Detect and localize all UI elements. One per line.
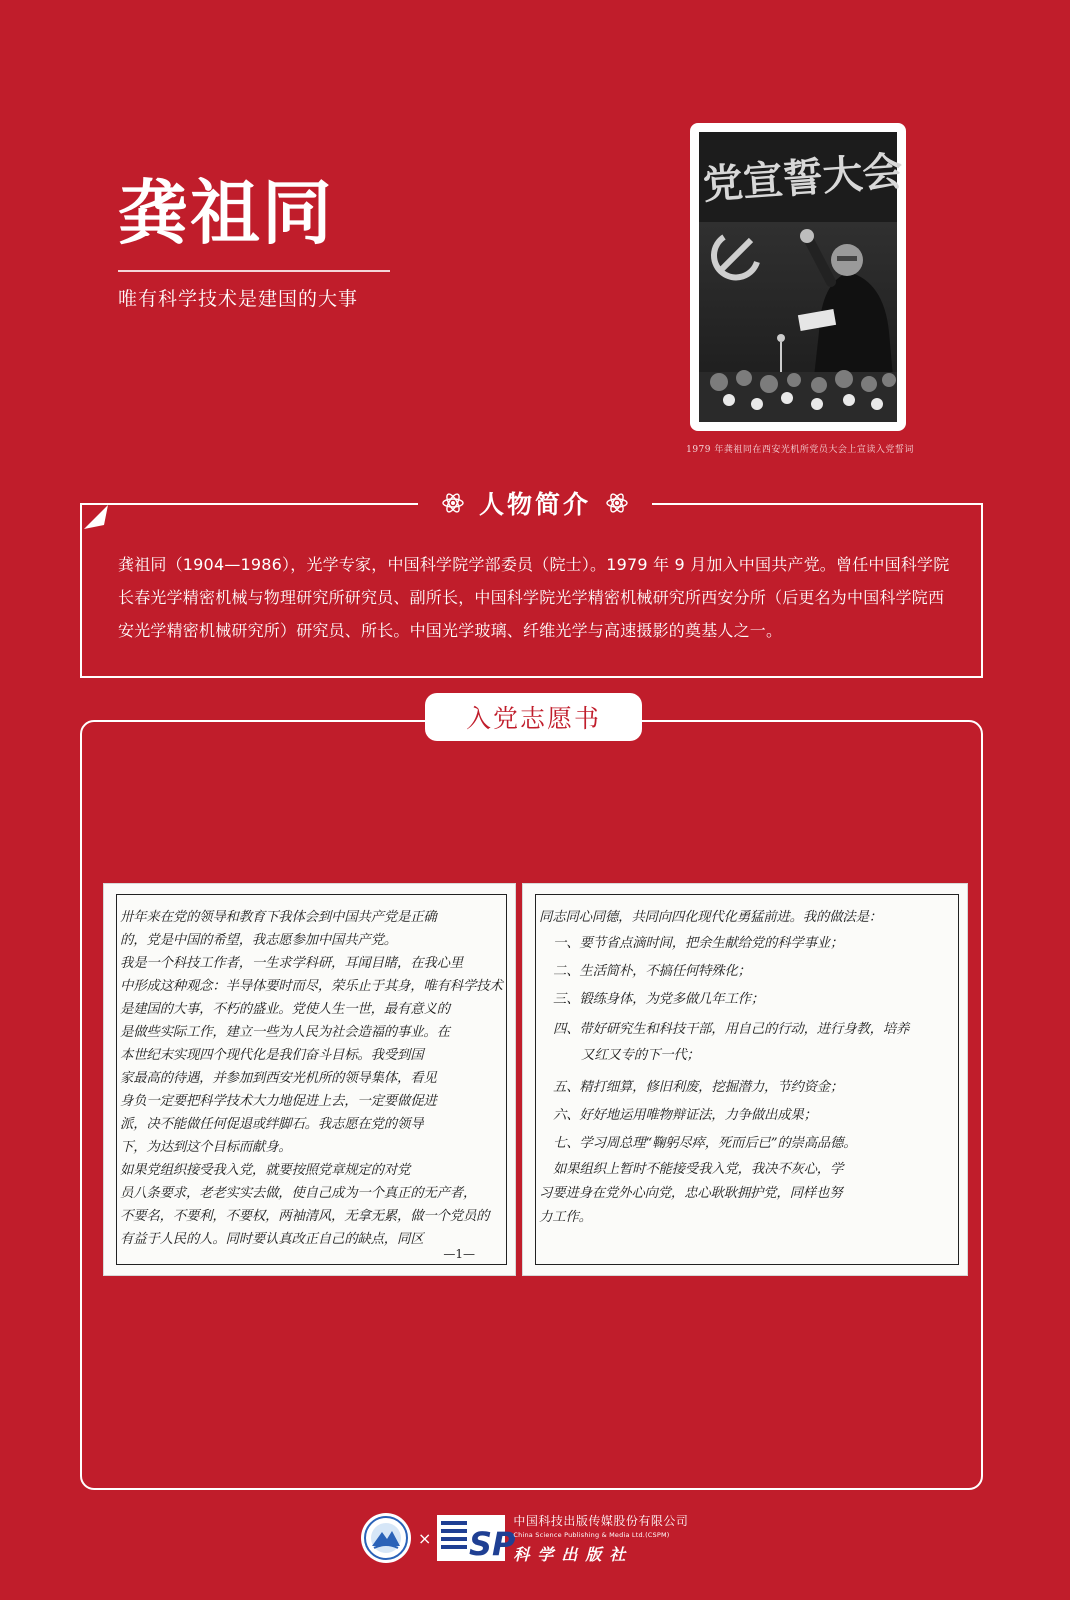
motto: 唯有科学技术是建国的大事 (118, 288, 359, 310)
manuscript-line: 一、要节省点滴时间，把余生献给党的科学事业； (553, 936, 844, 951)
manuscript-line: 同志同心同德，共同向四化现代化勇猛前进。我的做法是： (539, 910, 882, 925)
manuscript-line: 家最高的待遇，并参加到西安光机所的领导集体，看见 (120, 1071, 437, 1086)
photo-caption: 1979 年龚祖同在西安光机所党员大会上宣读入党誓词 (686, 445, 914, 455)
manuscript-line: 如果党组织接受我入党，就要按照党章规定的对党 (120, 1163, 411, 1178)
footer-logos (360, 1508, 688, 1568)
manuscript-line: 力工作。 (539, 1210, 592, 1225)
manuscript-line: 卅年来在党的领导和教育下我体会到中国共产党是正确 (120, 910, 437, 925)
manuscript-line: 不要名，不要利，不要权，两袖清风，无拿无累，做一个党员的 (120, 1209, 490, 1224)
times-sign: × (418, 1528, 432, 1548)
title-divider (118, 270, 390, 272)
publisher-brand: 科学出版社 (513, 1544, 634, 1564)
manuscript-page-2 (522, 883, 968, 1276)
manuscript-page-1 (103, 883, 516, 1276)
society-logo-icon (360, 1512, 412, 1564)
cspm-mark-text: SP (469, 1525, 516, 1563)
atom-icon (441, 491, 465, 515)
atom-icon (605, 491, 629, 515)
manuscript-line: 二、生活简朴，不搞任何特殊化； (553, 964, 751, 979)
manuscript-line: 习要进身在党外心向党，忠心耿耿拥护党，同样也努 (539, 1186, 843, 1201)
publisher-name-en: China Science Publishing & Media Ltd.(CSPM) (513, 1530, 670, 1539)
manuscript-line: 如果组织上暂时不能接受我入党，我决不灰心，学 (553, 1162, 844, 1177)
manuscript-line: 下，为达到这个目标而献身。 (120, 1140, 292, 1155)
banner-text: 党宣誓大会 (701, 147, 905, 209)
manuscript-line: 本世纪末实现四个现代化是我们奋斗目标。我受到国 (120, 1048, 424, 1063)
manuscript-line: 七、学习周总理“鞠躬尽瘁，死而后已”的崇高品德。 (553, 1136, 857, 1151)
manuscript-line: 身负一定要把科学技术大力地促进上去，一定要做促进 (120, 1094, 437, 1109)
manuscript-line: 又红又专的下一代； (581, 1048, 700, 1063)
manuscript-line: 四、带好研究生和科技干部，用自己的行动，进行身教，培养 (553, 1022, 910, 1037)
corner-fold-icon (84, 505, 110, 531)
profile-text: 龚祖同（1904—1986），光学专家，中国科学院学部委员（院士）。1979 年 9 月加入中国共产党。曾任中国科学院长春光学精密机械与物理研究所研究员、副所长，中国科学院光学精密机械研究所西安分所（后更名为中国科学院西安光学精密机械研究所）研究员、所长。中国光学玻璃、纤维光学与高速摄影的奠基人之一。 (118, 555, 950, 640)
manuscript-line: 员八条要求，老老实实去做，使自己成为一个真正的无产者， (120, 1186, 477, 1201)
cspm-logo-icon (437, 1515, 516, 1563)
profile-heading: 人物简介 (478, 490, 591, 519)
profile-heading-group (418, 483, 652, 523)
publisher-name-cn: 中国科技出版传媒股份有限公司 (513, 1513, 689, 1528)
manuscript-line: 的，党是中国的希望，我志愿参加中国共产党。 (120, 933, 398, 948)
historical-photo (690, 123, 906, 431)
publisher-text (513, 1512, 688, 1565)
manuscript-line: 是做些实际工作，建立一些为人民为社会造福的事业。在 (120, 1025, 450, 1040)
person-name: 龚祖同 (118, 171, 334, 254)
manuscript-line: 中形成这种观念：半导体要时而尽，荣乐止于其身，唯有科学技术 (120, 979, 503, 994)
page-number: —1— (443, 1247, 475, 1261)
photo-illustration (699, 132, 905, 422)
application-heading: 入党志愿书 (425, 693, 642, 741)
manuscript-line: 六、好好地运用唯物辩证法，力争做出成果； (553, 1108, 817, 1123)
manuscript-line: 我是一个科技工作者，一生求学科研，耳闻目睹，在我心里 (120, 956, 463, 971)
manuscript-line: 三、锻练身体，为党多做几年工作； (553, 992, 765, 1007)
manuscript-line: 五、精打细算，修旧利废，挖掘潜力，节约资金； (553, 1080, 844, 1095)
manuscript-line: 派，决不能做任何促退或绊脚石。我志愿在党的领导 (120, 1117, 424, 1132)
manuscript-line: 是建国的大事，不朽的盛业。党使人生一世，最有意义的 (120, 1002, 450, 1017)
manuscript-line: 有益于人民的人。同时要认真改正自己的缺点，同区 (120, 1232, 424, 1247)
